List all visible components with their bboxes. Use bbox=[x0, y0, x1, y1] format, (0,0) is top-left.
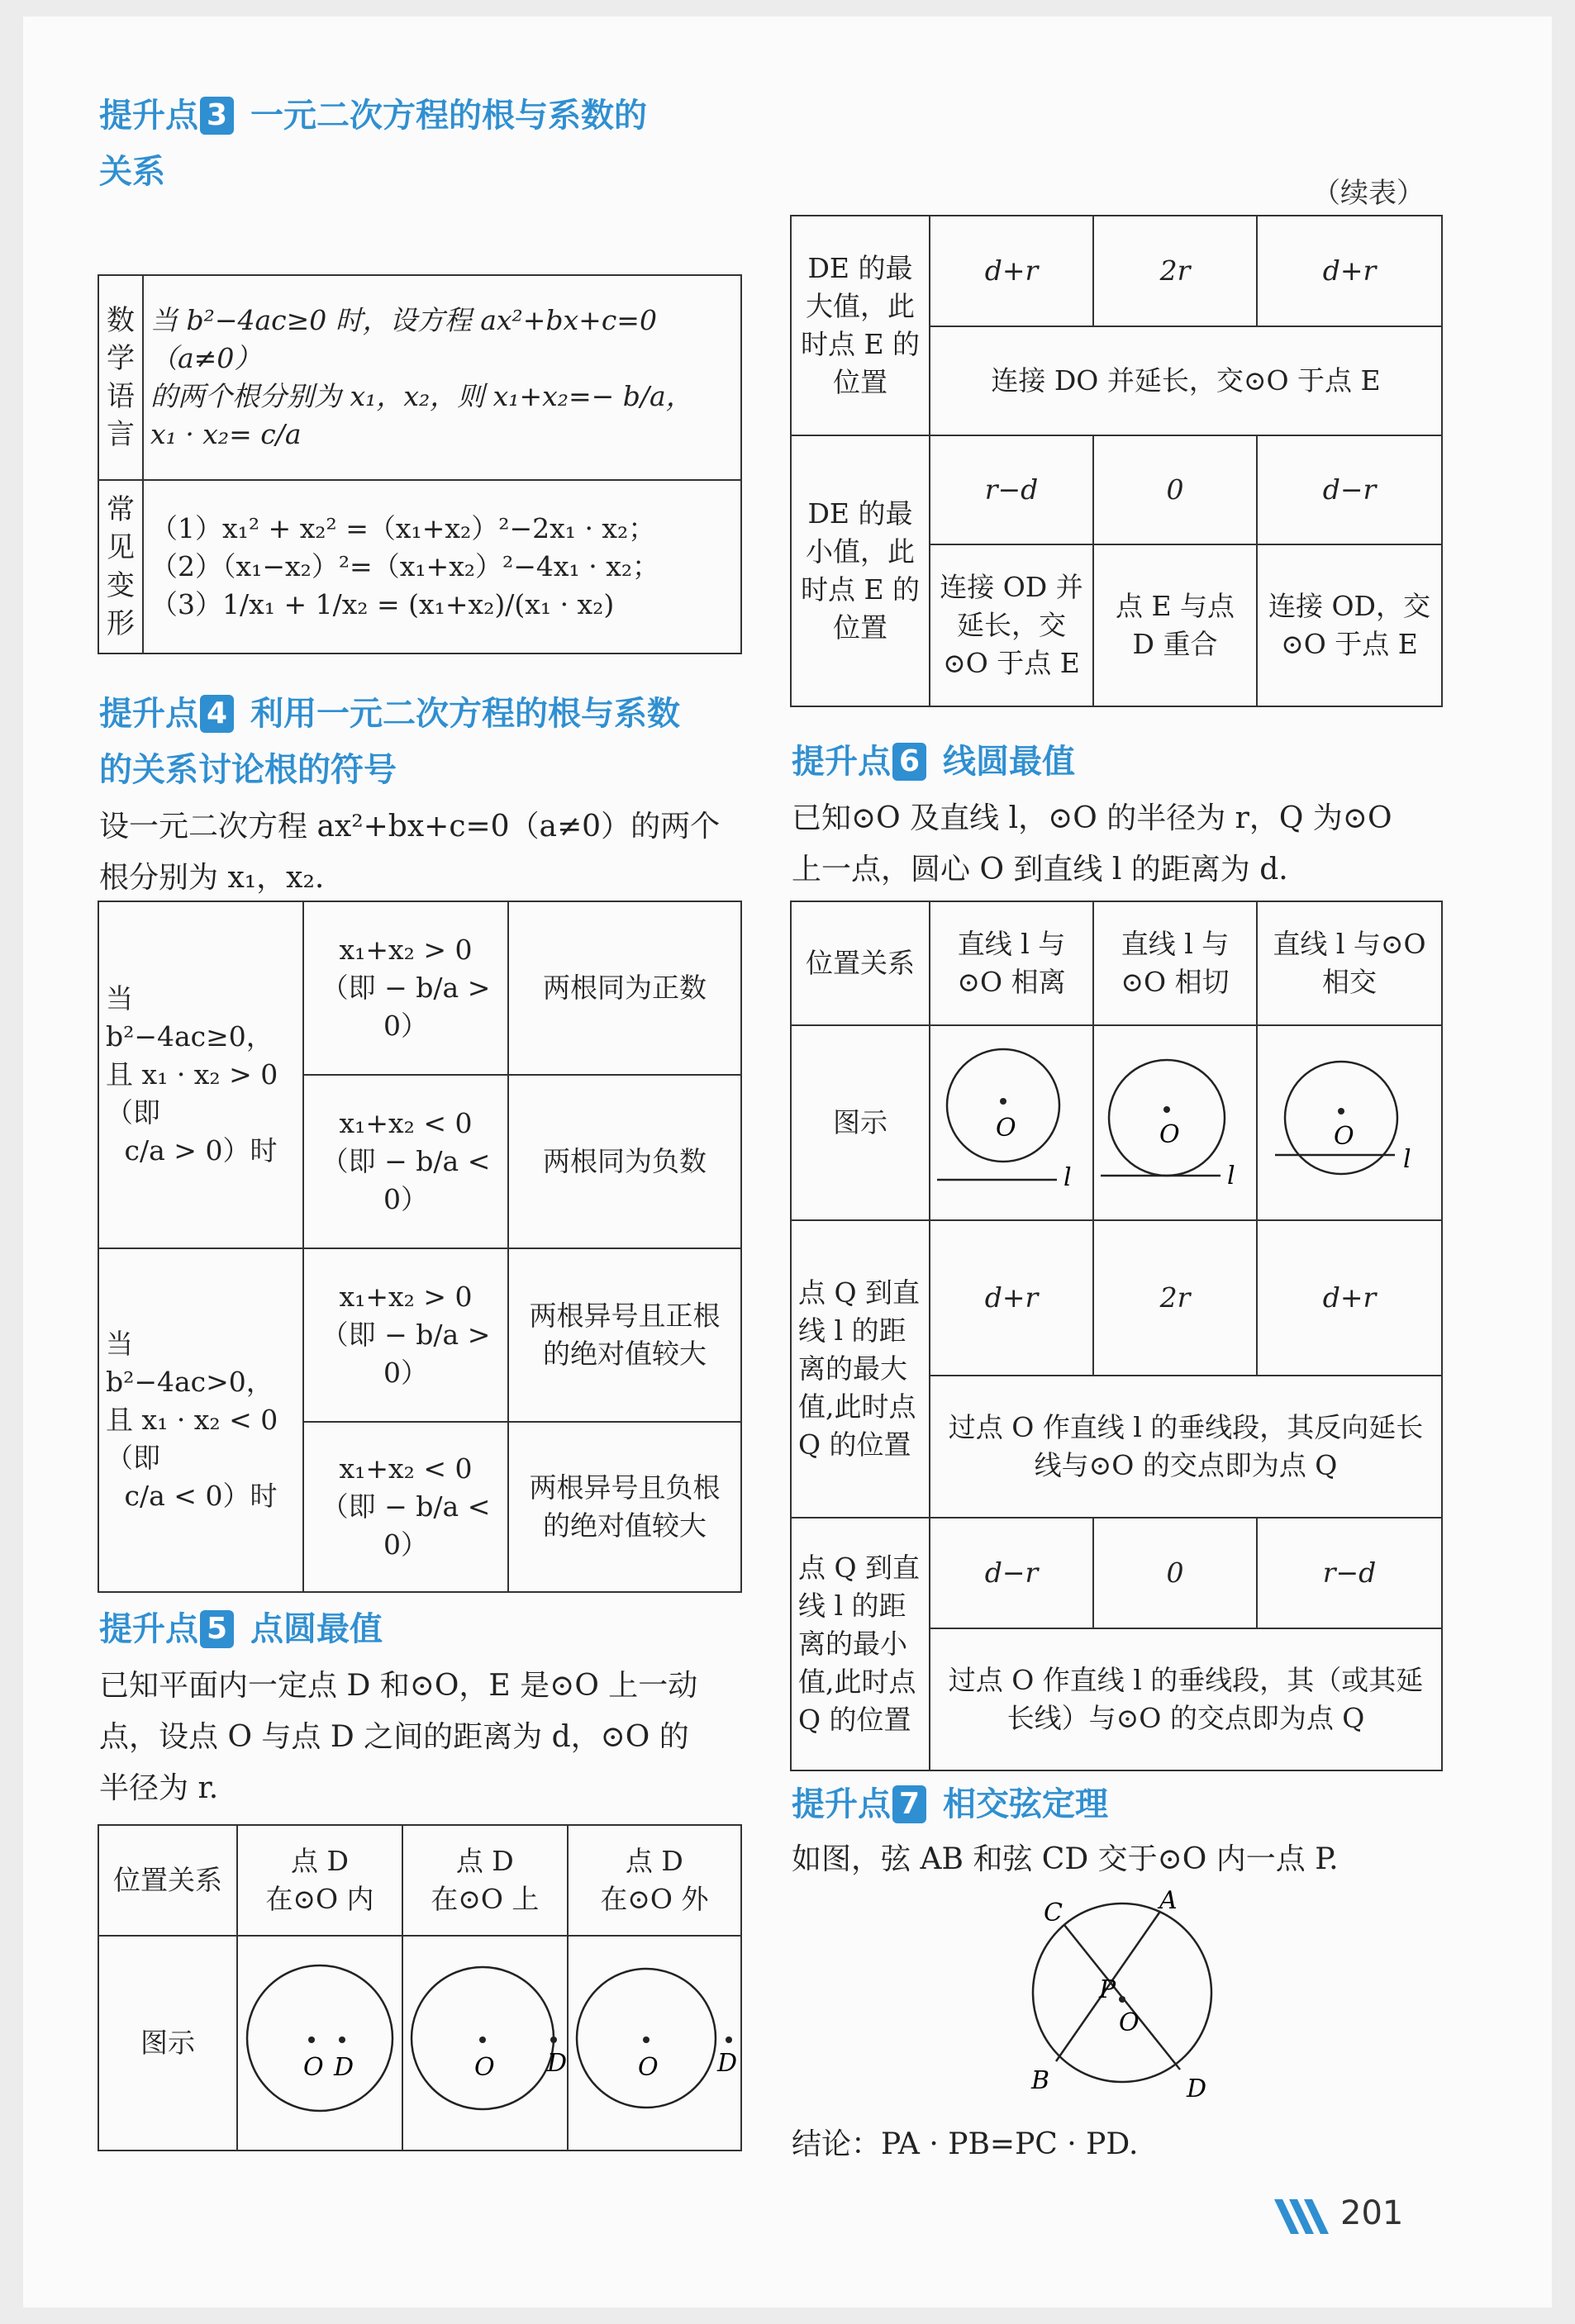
col-head-position: 位置关系 bbox=[791, 901, 930, 1025]
label-d: D bbox=[333, 2053, 354, 2082]
label-o: O bbox=[996, 1114, 1016, 1143]
label-d: D bbox=[716, 2049, 737, 2078]
section-4-heading bbox=[99, 686, 777, 798]
col-head-position: 位置关系 bbox=[98, 1825, 237, 1936]
text-line: 当 b²−4ac>0， bbox=[106, 1328, 274, 1398]
label-l: l bbox=[1063, 1163, 1072, 1192]
row-head-math-language: 数学语言 bbox=[98, 275, 143, 480]
figure-line-intersect bbox=[1257, 1025, 1442, 1220]
label-o: O bbox=[302, 2053, 324, 2082]
text-line: （即 − b/a > 0） bbox=[321, 972, 491, 1042]
section-prefix: 提升点 bbox=[99, 695, 198, 733]
circle-line-diagram bbox=[1097, 1035, 1254, 1200]
min-position-cell: 过点 O 作直线 l 的垂线段，其（或其延长线）与⊙O 的交点即为点 Q bbox=[930, 1628, 1442, 1770]
value-cell: r−d bbox=[1257, 1518, 1442, 1628]
text-line: 上一点，圆心 O 到直线 l 的距离为 d. bbox=[792, 853, 1288, 886]
text-line: 且 x₁ · x₂ < 0（即 bbox=[106, 1404, 278, 1474]
math-language-cell bbox=[143, 275, 741, 480]
text-line: 当 b²−4ac≥0， bbox=[106, 982, 274, 1053]
continued-label: （续表） bbox=[1312, 177, 1425, 210]
col-head-inside bbox=[237, 1825, 402, 1936]
section-number-badge: 4 bbox=[200, 695, 234, 733]
circle-line-diagram bbox=[933, 1035, 1090, 1200]
section-7-conclusion: 结论：PA · PB=PC · PD. bbox=[792, 2127, 1139, 2161]
section-6-intro bbox=[792, 793, 1453, 896]
case-negative-product bbox=[98, 1248, 303, 1592]
sum-condition bbox=[303, 1422, 508, 1592]
figure-point-inside bbox=[237, 1936, 402, 2151]
text-line: x₁+x₂ < 0 bbox=[339, 1452, 473, 1485]
sum-condition bbox=[303, 901, 508, 1075]
text-line: 在⊙O 上 bbox=[431, 1883, 540, 1915]
label-d: D bbox=[546, 2049, 567, 2078]
figure-point-on bbox=[402, 1936, 568, 2151]
text-line: 在⊙O 外 bbox=[600, 1883, 709, 1915]
text-line: 设一元二次方程 ax²+bx+c=0（a≠0）的两个 bbox=[99, 810, 721, 844]
text-line: （即 − b/a < 0） bbox=[321, 1490, 491, 1561]
label-l: l bbox=[1403, 1145, 1411, 1174]
row-head-max: 点 Q 到直线 l 的距离的最大值,此时点 Q 的位置 bbox=[791, 1220, 930, 1518]
label-c: C bbox=[1044, 1899, 1063, 1927]
row-head-figure: 图示 bbox=[791, 1025, 930, 1220]
min-position-cell: 点 E 与点 D 重合 bbox=[1093, 544, 1257, 706]
section-title: 利用一元二次方程的根与系数 bbox=[250, 695, 680, 733]
col-head-separate: 直线 l 与⊙O 相离 bbox=[930, 901, 1093, 1025]
text-line: 当 b²−4ac≥0 时，设方程 ax²+bx+c=0（a≠0） bbox=[150, 304, 657, 374]
text-line: （3）1/x₁ + 1/x₂ = (x₁+x₂)/(x₁ · x₂) bbox=[150, 588, 615, 620]
section-number-badge: 3 bbox=[200, 97, 234, 135]
label-o: O bbox=[637, 2053, 659, 2082]
text-line: c/a > 0）时 bbox=[124, 1134, 278, 1167]
col-head-on bbox=[402, 1825, 568, 1936]
row-head-min: 点 Q 到直线 l 的距离的最小值,此时点 Q 的位置 bbox=[791, 1518, 930, 1770]
result-cell: 两根同为正数 bbox=[508, 901, 741, 1075]
row-head-common-forms: 常见变形 bbox=[98, 480, 143, 653]
text-line: 两根异号且负根 bbox=[529, 1471, 721, 1504]
text-line: x₁+x₂ < 0 bbox=[339, 1107, 473, 1139]
row-head-figure: 图示 bbox=[98, 1936, 237, 2151]
circle-diagram bbox=[572, 1956, 737, 2121]
text-line: 点 D bbox=[455, 1845, 514, 1877]
text-line: （2）（x₁−x₂）²=（x₁+x₂）²−4x₁ · x₂； bbox=[150, 550, 660, 582]
value-cell: 2r bbox=[1093, 1220, 1257, 1376]
text-line: 两根异号且正根 bbox=[529, 1300, 721, 1332]
text-line: 的绝对值较大 bbox=[543, 1509, 707, 1542]
text-line: 根分别为 x₁，x₂. bbox=[99, 861, 325, 895]
figure-point-outside bbox=[568, 1936, 741, 2151]
section-title: 一元二次方程的根与系数的 bbox=[250, 97, 647, 135]
section-number-badge: 7 bbox=[892, 1785, 926, 1823]
min-position-cell: 连接 OD 并延长，交⊙O 于点 E bbox=[930, 544, 1093, 706]
label-l: l bbox=[1227, 1162, 1235, 1191]
page-stripes-icon bbox=[1271, 2196, 1345, 2237]
section-7-text: 如图，弦 AB 和弦 CD 交于⊙O 内一点 P. bbox=[792, 1842, 1339, 1876]
intersecting-chords-diagram bbox=[998, 1884, 1246, 2107]
max-position-cell: 连接 DO 并延长，交⊙O 于点 E bbox=[930, 326, 1442, 435]
row-head-max: DE 的最大值，此时点 E 的位置 bbox=[791, 216, 930, 435]
page-number: 201 bbox=[1340, 2194, 1404, 2232]
circle-diagram bbox=[407, 1956, 567, 2121]
section-6-heading bbox=[792, 734, 1453, 790]
value-cell: d−r bbox=[930, 1518, 1093, 1628]
text-line: 已知⊙O 及直线 l，⊙O 的半径为 r，Q 为⊙O bbox=[792, 801, 1392, 835]
value-cell: d+r bbox=[1257, 216, 1442, 326]
value-cell: 0 bbox=[1093, 435, 1257, 544]
page bbox=[23, 17, 1552, 2307]
sum-condition bbox=[303, 1248, 508, 1422]
section-title: 相交弦定理 bbox=[943, 1785, 1108, 1823]
text-line: 点，设点 O 与点 D 之间的距离为 d，⊙O 的 bbox=[99, 1720, 689, 1754]
point-circle-table bbox=[98, 1824, 742, 2151]
circle-line-diagram bbox=[1271, 1035, 1428, 1200]
section-title-cont: 关系 bbox=[99, 153, 165, 191]
text-line: c/a < 0）时 bbox=[124, 1480, 278, 1512]
col-head-intersect: 直线 l 与⊙O 相交 bbox=[1257, 901, 1442, 1025]
common-forms-cell bbox=[143, 480, 741, 653]
line-circle-table bbox=[790, 901, 1443, 1771]
text-line: （1）x₁² + x₂² =（x₁+x₂）²−2x₁ · x₂； bbox=[150, 512, 656, 544]
section-7-heading bbox=[792, 1776, 1453, 1832]
text-line: 在⊙O 内 bbox=[265, 1883, 374, 1915]
label-o: O bbox=[473, 2053, 495, 2082]
section-5-intro bbox=[99, 1661, 760, 1814]
point-circle-table-continued bbox=[790, 215, 1443, 707]
text-line: x₁+x₂ > 0 bbox=[339, 934, 473, 966]
value-cell: r−d bbox=[930, 435, 1093, 544]
label-d: D bbox=[1187, 2074, 1207, 2103]
figure-line-separate bbox=[930, 1025, 1093, 1220]
page-number-area bbox=[1271, 2194, 1436, 2241]
text-line: x₁ · x₂= c/a bbox=[150, 418, 302, 450]
result-cell bbox=[508, 1422, 741, 1592]
value-cell: d+r bbox=[1257, 1220, 1442, 1376]
value-cell: 2r bbox=[1093, 216, 1257, 326]
section-prefix: 提升点 bbox=[99, 97, 198, 135]
value-cell: d+r bbox=[930, 216, 1093, 326]
max-position-cell: 过点 O 作直线 l 的垂线段，其反向延长线与⊙O 的交点即为点 Q bbox=[930, 1376, 1442, 1518]
col-head-tangent: 直线 l 与⊙O 相切 bbox=[1093, 901, 1257, 1025]
circle-diagram bbox=[241, 1956, 398, 2121]
text-line: 已知平面内一定点 D 和⊙O，E 是⊙O 上一动 bbox=[99, 1669, 698, 1703]
text-line: 的绝对值较大 bbox=[543, 1338, 707, 1370]
section-title: 线圆最值 bbox=[943, 743, 1075, 781]
text-line: 且 x₁ · x₂ > 0（即 bbox=[106, 1058, 278, 1129]
label-p: P bbox=[1099, 1975, 1116, 2004]
value-cell: 0 bbox=[1093, 1518, 1257, 1628]
section-title: 点圆最值 bbox=[250, 1610, 383, 1648]
section-number-badge: 5 bbox=[200, 1610, 234, 1648]
result-cell bbox=[508, 1248, 741, 1422]
roots-coefficients-table bbox=[98, 274, 742, 654]
row-head-min: DE 的最小值，此时点 E 的位置 bbox=[791, 435, 930, 706]
text-line: （即 − b/a > 0） bbox=[321, 1319, 491, 1389]
section-title-cont: 的关系讨论根的符号 bbox=[99, 751, 397, 789]
case-positive-product bbox=[98, 901, 303, 1248]
min-position-cell: 连接 OD，交⊙O 于点 E bbox=[1257, 544, 1442, 706]
text-line: 半径为 r. bbox=[99, 1771, 219, 1805]
section-prefix: 提升点 bbox=[792, 743, 891, 781]
text-line: 点 D bbox=[625, 1845, 683, 1877]
section-3-heading bbox=[99, 88, 760, 200]
value-cell: d+r bbox=[930, 1220, 1093, 1376]
value-cell: d−r bbox=[1257, 435, 1442, 544]
text-line: x₁+x₂ > 0 bbox=[339, 1281, 473, 1313]
text-line: 点 D bbox=[290, 1845, 349, 1877]
text-line: （即 − b/a < 0） bbox=[321, 1145, 491, 1215]
section-number-badge: 6 bbox=[892, 743, 926, 781]
label-o: O bbox=[1119, 2008, 1140, 2037]
section-prefix: 提升点 bbox=[99, 1610, 198, 1648]
label-o: O bbox=[1334, 1122, 1354, 1151]
col-head-outside bbox=[568, 1825, 741, 1936]
label-b: B bbox=[1031, 2066, 1050, 2095]
figure-line-tangent bbox=[1093, 1025, 1257, 1220]
label-a: A bbox=[1159, 1886, 1178, 1915]
section-prefix: 提升点 bbox=[792, 1785, 891, 1823]
text-line: 的两个根分别为 x₁，x₂，则 x₁+x₂=− b/a， bbox=[150, 380, 693, 412]
section-5-heading bbox=[99, 1601, 760, 1657]
root-sign-table bbox=[98, 901, 742, 1593]
sum-condition bbox=[303, 1075, 508, 1248]
result-cell: 两根同为负数 bbox=[508, 1075, 741, 1248]
section-4-intro bbox=[99, 801, 760, 904]
label-o: O bbox=[1159, 1120, 1180, 1149]
